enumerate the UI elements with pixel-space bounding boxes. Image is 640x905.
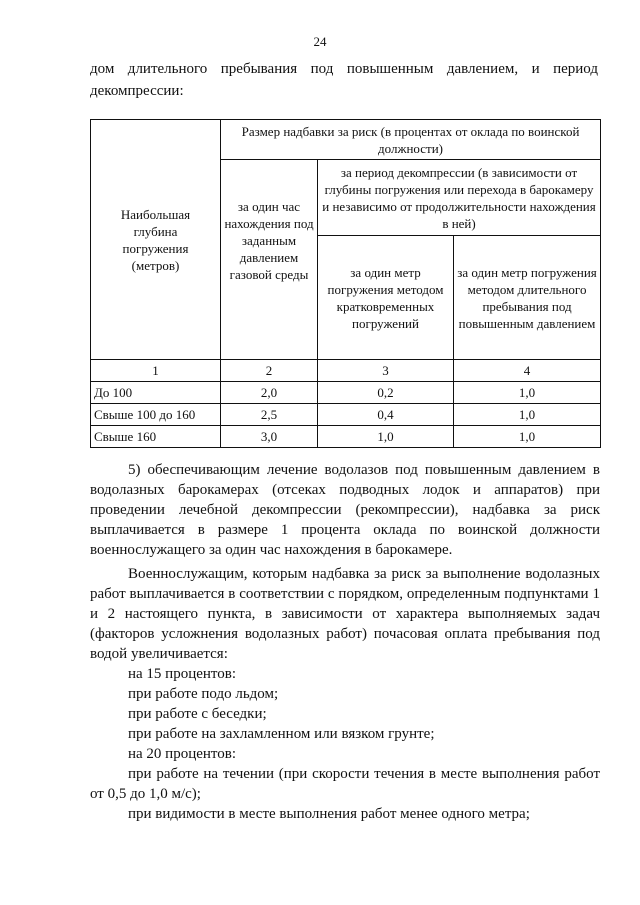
column-number: 1 (91, 360, 221, 382)
cell-hour: 3,0 (221, 426, 318, 448)
column-number: 2 (221, 360, 318, 382)
list-item: на 15 процентов: (128, 666, 237, 682)
cell-hour: 2,5 (221, 404, 318, 426)
table-row (91, 404, 601, 426)
header-per-hour: за один час нахождения под заданным давлением газовой среды (221, 160, 318, 360)
cell-long: 1,0 (454, 382, 601, 404)
paragraph-5: 5) обеспечивающим лечение водолазов под повышенным давлением в водолазных барокамерах (отсеках подводных лодок и аппаратов) при проведении лечебной декомпрессии (рекомпрессии), надбавка за риск выплачивается в размере 1 процента оклада по воинской должности военнослужащего за один час нахождения в барокамере. (90, 462, 600, 558)
cell-long: 1,0 (454, 426, 601, 448)
table-row (91, 382, 601, 404)
body-text (90, 460, 600, 824)
cell-short: 0,4 (318, 404, 454, 426)
list-item: на 20 процентов: (128, 746, 237, 762)
column-number: 4 (454, 360, 601, 382)
cell-depth: До 100 (91, 382, 221, 404)
risk-allowance-table (90, 119, 600, 448)
page-number: 24 (313, 34, 327, 49)
column-number: 3 (318, 360, 454, 382)
list-item: при работе на течении (при скорости течения в месте выполнения работ от 0,5 до 1,0 м/с); (90, 766, 600, 802)
header-depth: Наибольшая глубина погружения (метров) (91, 120, 221, 360)
cell-depth: Свыше 100 до 160 (91, 404, 221, 426)
table-row (91, 426, 601, 448)
paragraph-main: Военнослужащим, которым надбавка за риск за выполнение водолазных работ выплачивается в соответствии с порядком, определенным подпунктами 1 и 2 настоящего пункта, в зависимости от характера выполняемых задач (факторов усложнения водолазных работ) почасовая оплата пребывания под водой увеличивается: (90, 566, 600, 662)
list-item: при видимости в месте выполнения работ менее одного метра; (128, 806, 530, 822)
cell-short: 1,0 (318, 426, 454, 448)
list-item: при работе подо льдом; (128, 686, 279, 702)
cell-depth: Свыше 160 (91, 426, 221, 448)
cell-short: 0,2 (318, 382, 454, 404)
header-long-term: за один метр погружения методом длительного пребывания под повышенным давлением (454, 236, 601, 360)
cell-hour: 2,0 (221, 382, 318, 404)
header-short-term: за один метр погружения методом кратковременных погружений (318, 236, 454, 360)
list-item: при работе на захламленном или вязком грунте; (128, 726, 435, 742)
list-item: при работе с беседки; (128, 706, 267, 722)
header-decompression: за период декомпрессии (в зависимости от глубины погружения или перехода в барокамеру и независимо от продолжительности нахождения в ней) (318, 160, 601, 236)
cell-long: 1,0 (454, 404, 601, 426)
intro-text: дом длительного пребывания под повышенным давлением, и период декомпрессии: (90, 61, 598, 99)
header-risk-allowance: Размер надбавки за риск (в процентах от оклада по воинской должности) (221, 120, 601, 160)
